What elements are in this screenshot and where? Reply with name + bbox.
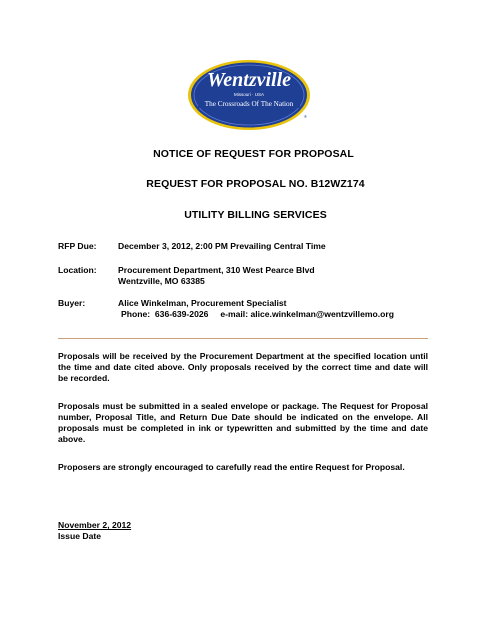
logo-tagline-text: The Crossroads Of The Nation [204,100,294,108]
section-divider [58,338,428,339]
logo-state-text: Missouri · USA [233,92,265,97]
logo-name-text: Wentzville [206,69,292,91]
advice-paragraph: Proposers are strongly encouraged to carefully read the entire Request for Proposal. [58,462,405,472]
issue-date: November 2, 2012 [58,520,132,530]
rfp-number-heading: REQUEST FOR PROPOSAL NO. B12WZ174 [146,178,365,190]
rfp-due-value: December 3, 2012, 2:00 PM Prevailing Central Time [118,241,326,251]
buyer-contact-line: Phone: 636-639-2026 e-mail: alice.winkelman@wentzvillemo.org [121,309,394,319]
location-address-line: Procurement Department, 310 West Pearce Blvd [118,265,315,275]
buyer-name-line: Alice Winkelman, Procurement Specialist [118,298,287,308]
wentzville-logo [186,58,312,132]
svg-text:®: ® [304,114,307,119]
location-value [118,265,315,287]
location-city-line: Wentzville, MO 63385 [118,276,205,286]
issue-block [58,520,131,542]
buyer-value [118,298,394,320]
rfp-due-label: RFP Due: [58,241,97,251]
receipt-paragraph: Proposals will be received by the Procurement Department at the specified location until the time and date cited above. Only proposals received by the correct time and date will be recorded. [58,351,428,383]
issue-date-label: Issue Date [58,531,101,541]
subject-heading: UTILITY BILLING SERVICES [184,209,327,221]
submission-paragraph: Proposals must be submitted in a sealed envelope or package. The Request for Proposal number, Proposal Title, and Return Due Date should be indicated on the envelope. All proposals must be completed in ink or typewritten and submitted by the time and date above. [58,401,428,444]
buyer-label: Buyer: [58,298,86,308]
location-label: Location: [58,265,97,275]
notice-heading: NOTICE OF REQUEST FOR PROPOSAL [153,148,354,160]
